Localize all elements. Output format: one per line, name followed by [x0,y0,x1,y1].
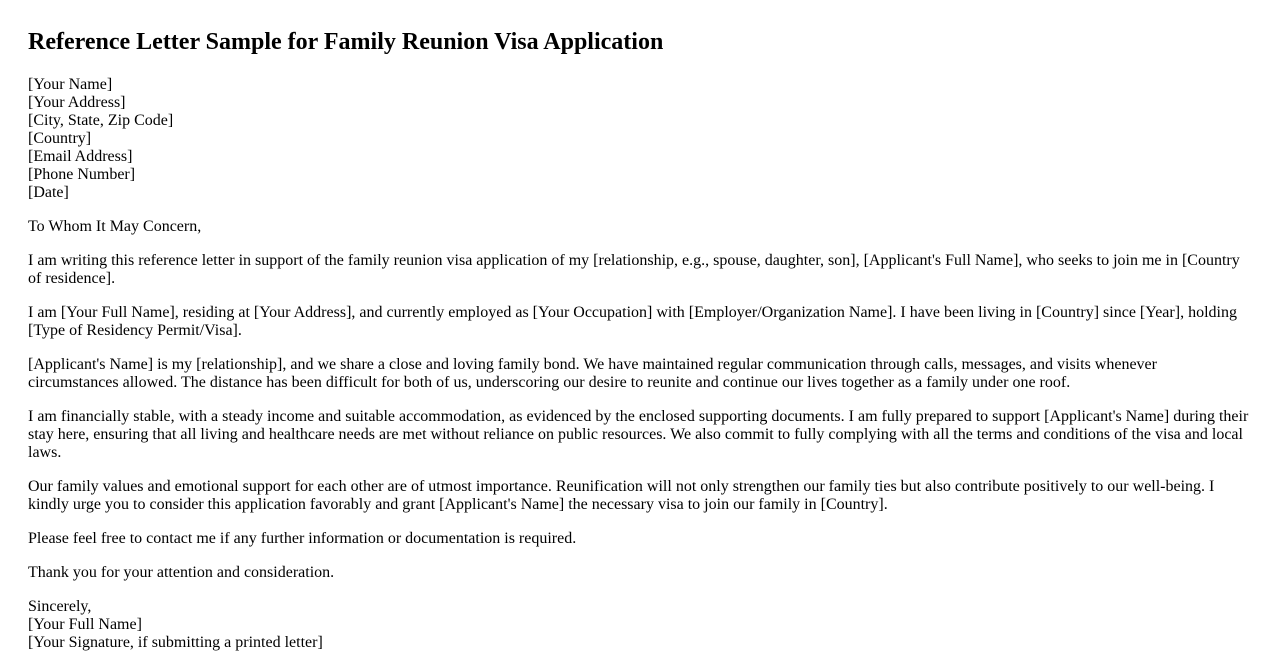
paragraph-family-values: Our family values and emotional support for each other are of utmost importance. Reunification will not only strengthen our family ties but also contribute positively to our well-being. I kindly urge you to consider this application favorably and grant [Applicant's Name] the necessary visa to join our family in [Country]. [28,478,1215,513]
salutation: To Whom It May Concern, [28,218,202,235]
closing-block [28,598,1250,652]
valediction: Sincerely, [28,598,92,615]
sender-name: [Your Name] [28,76,113,93]
closing-full-name: [Your Full Name] [28,616,142,633]
sender-email: [Email Address] [28,148,133,165]
sender-phone: [Phone Number] [28,166,136,183]
paragraph-relationship: [Applicant's Name] is my [relationship], and we share a close and loving family bond. We have maintained regular communication through calls, messages, and visits whenever circumstances allowed. The distance has been difficult for both of us, underscoring our desire to reunite and continue our lives together as a family under one roof. [28,356,1157,391]
paragraph-thanks: Thank you for your attention and consideration. [28,564,335,581]
sender-city-state-zip: [City, State, Zip Code] [28,112,174,129]
sender-country: [Country] [28,130,92,147]
paragraph-intro: I am writing this reference letter in support of the family reunion visa application of my [relationship, e.g., spouse, daughter, son], [Applicant's Full Name], who seeks to join me in [Country of residence]. [28,252,1240,287]
paragraph-financial: I am financially stable, with a steady income and suitable accommodation, as evidenced by the enclosed supporting documents. I am fully prepared to support [Applicant's Name] during their stay here, ensuring that all living and healthcare needs are met without reliance on public resources. We also commit to fully complying with all the terms and conditions of the visa and local laws. [28,408,1249,461]
sender-address: [Your Address] [28,94,126,111]
letter-date: [Date] [28,184,69,201]
paragraph-sponsor-details: I am [Your Full Name], residing at [Your Address], and currently employed as [Your Occupation] with [Employer/Organization Name]. I have been living in [Country] since [Year], holding [Type of Residency Permit/Visa]. [28,304,1237,339]
paragraph-contact: Please feel free to contact me if any further information or documentation is required. [28,530,577,547]
closing-signature: [Your Signature, if submitting a printed letter] [28,634,323,651]
page-title: Reference Letter Sample for Family Reunion Visa Application [28,29,664,55]
sender-block [28,76,1250,202]
